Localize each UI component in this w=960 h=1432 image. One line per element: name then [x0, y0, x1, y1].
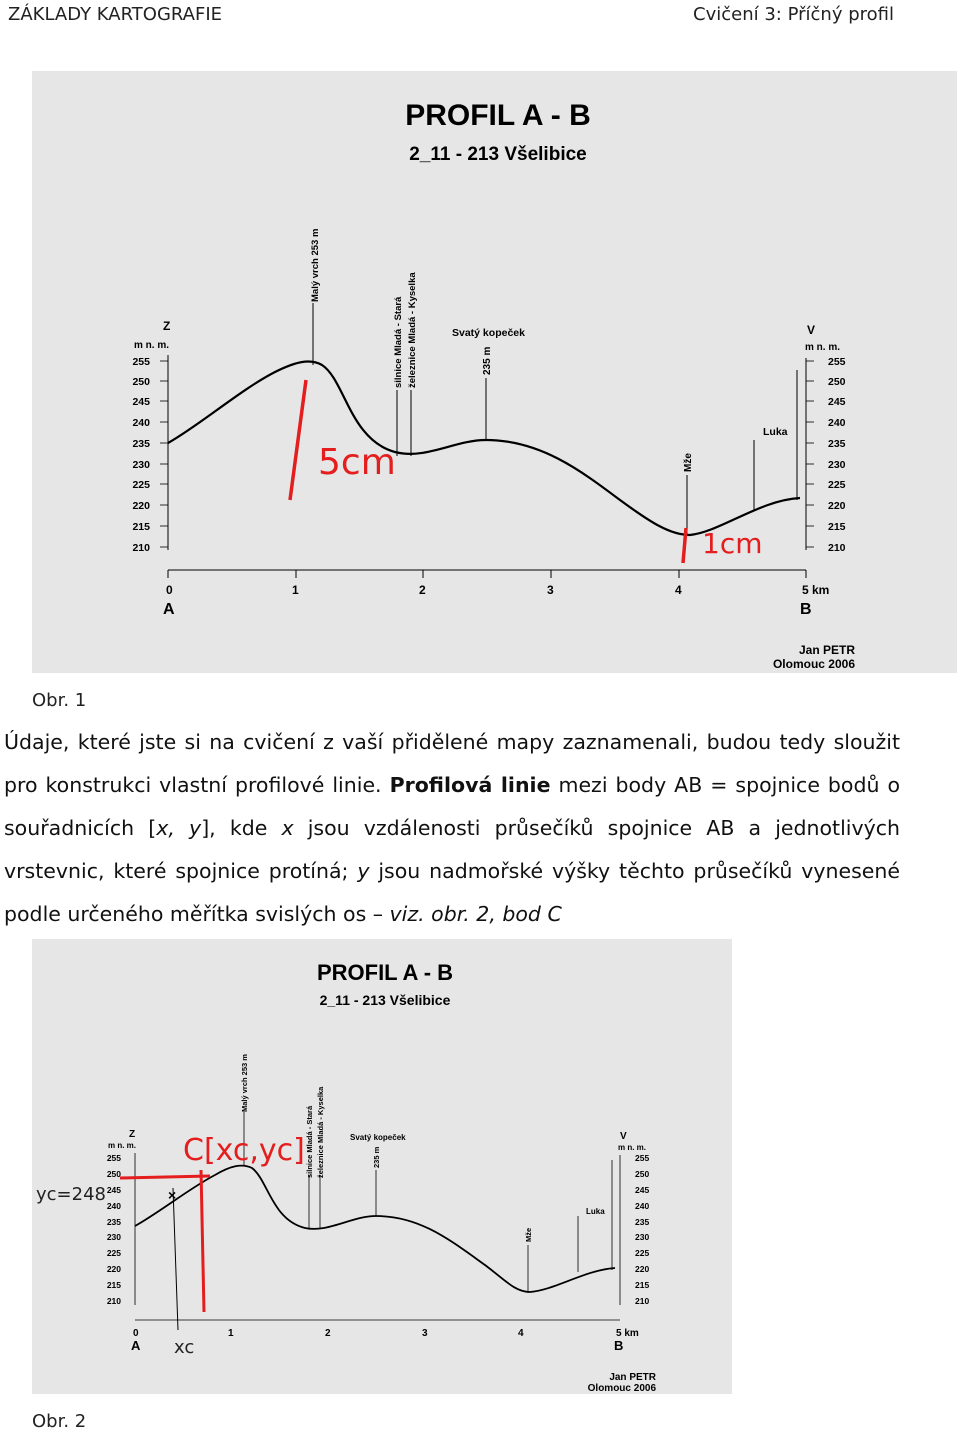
point-b-label: B [800, 601, 812, 618]
svg-text:215: 215 [132, 521, 150, 533]
svg-text:5 km: 5 km [616, 1328, 639, 1339]
svg-text:1: 1 [228, 1328, 234, 1339]
svg-text:215: 215 [106, 1280, 121, 1290]
terrain-profile-line-2 [135, 1166, 615, 1292]
svg-text:Jan PETR: Jan PETR [609, 1372, 656, 1383]
body-paragraph: Údaje, které jste si na cvičení z vaší přidělené mapy zaznamenali, budou tedy sloužit pro konstrukci vlastní profilové linie. Profilová linie mezi body AB = spojnice bodů o souřadnicích [x, y], kde x jsou vzdálenosti průsečíků spojnice AB a jednotlivých vrstevnic, které spojnice protíná; y jsou nadmořské výšky těchto průsečíků vynesené podle určeného měřítka svislých os – viz. obr. 2, bod C [4, 730, 901, 926]
cross-marker: × [168, 1187, 177, 1203]
svg-text:0: 0 [133, 1328, 139, 1339]
svg-text:255: 255 [828, 356, 846, 368]
label-luka: Luka [763, 426, 788, 438]
svg-text:m n. m.: m n. m. [108, 1141, 137, 1150]
svg-text:250: 250 [132, 376, 150, 388]
svg-text:4: 4 [675, 583, 682, 597]
right-side-label: V [807, 323, 816, 337]
svg-text:235: 235 [635, 1217, 650, 1227]
svg-text:220: 220 [635, 1264, 650, 1274]
svg-text:225: 225 [106, 1248, 121, 1258]
svg-text:Svatý kopeček: Svatý kopeček [350, 1133, 406, 1142]
left-elevation-ticks [132, 356, 150, 554]
svg-text:220: 220 [132, 500, 150, 512]
svg-text:245: 245 [635, 1185, 650, 1195]
svg-text:240: 240 [635, 1201, 650, 1211]
svg-text:220: 220 [828, 500, 846, 512]
svg-text:železnice Mladá - Kyselka: železnice Mladá - Kyselka [316, 1086, 325, 1178]
svg-text:3: 3 [422, 1328, 428, 1339]
svg-text:250: 250 [635, 1169, 650, 1179]
svg-text:245: 245 [106, 1185, 121, 1195]
profile-title-2: PROFIL A - B [316, 960, 454, 985]
svg-text:0: 0 [166, 583, 173, 597]
svg-text:2: 2 [419, 583, 426, 597]
header-course: ZÁKLADY KARTOGRAFIE [8, 4, 223, 25]
label-maly-vrch: Malý vrch 253 m [310, 228, 321, 302]
svg-text:240: 240 [132, 417, 150, 429]
svg-text:210: 210 [106, 1296, 121, 1306]
label-mze: Mže [683, 453, 694, 472]
profile-subtitle-2: 2_11 - 213 Všelibice [319, 992, 451, 1008]
annotation-5cm: 5cm [318, 442, 396, 483]
svg-text:B: B [614, 1338, 624, 1353]
svg-text:220: 220 [106, 1264, 121, 1274]
caption-obr-2: Obr. 2 [32, 1411, 87, 1432]
svg-text:3: 3 [547, 583, 554, 597]
svg-text:230: 230 [132, 459, 150, 471]
svg-text:m n. m.: m n. m. [618, 1143, 647, 1152]
svg-text:215: 215 [828, 521, 846, 533]
svg-text:225: 225 [828, 479, 846, 491]
svg-text:240: 240 [828, 417, 846, 429]
svg-text:4: 4 [518, 1328, 524, 1339]
svg-text:230: 230 [828, 459, 846, 471]
left-elevation-ticks-2 [107, 1153, 121, 1306]
svg-text:235: 235 [106, 1217, 121, 1227]
svg-text:Luka: Luka [586, 1207, 605, 1216]
svg-text:230: 230 [106, 1232, 121, 1242]
svg-text:240: 240 [106, 1201, 121, 1211]
left-side-label: Z [163, 319, 171, 333]
profile-figure-2 [32, 939, 732, 1394]
distance-ticks [166, 583, 829, 597]
svg-text:250: 250 [828, 376, 846, 388]
header-exercise: Cvičení 3: Příčný profil [693, 4, 894, 25]
svg-text:Malý vrch 253 m: Malý vrch 253 m [240, 1054, 249, 1112]
svg-text:2: 2 [325, 1328, 331, 1339]
profile-title: PROFIL A - B [405, 99, 591, 132]
svg-text:255: 255 [106, 1153, 121, 1163]
svg-text:245: 245 [132, 396, 150, 408]
svg-text:235 m: 235 m [372, 1146, 381, 1168]
label-svaty-kopecek: Svatý kopeček [452, 327, 525, 339]
left-unit-label: m n. m. [134, 340, 170, 351]
svg-text:255: 255 [635, 1153, 650, 1163]
svg-text:1: 1 [292, 583, 299, 597]
svg-text:210: 210 [635, 1296, 650, 1306]
annotation-yc: yc=248 [36, 1184, 106, 1205]
annotation-1cm: 1cm [702, 527, 763, 560]
label-zeleznice: železnice Mladá - Kyselka [407, 272, 418, 388]
svg-text:225: 225 [132, 479, 150, 491]
svg-text:5 km: 5 km [802, 583, 830, 597]
svg-text:235: 235 [828, 438, 846, 450]
svg-text:250: 250 [106, 1169, 121, 1179]
annotation-point-c: C[xc,yc] [183, 1133, 305, 1168]
right-elevation-ticks [828, 356, 846, 554]
annotation-xc: xc [174, 1337, 195, 1358]
right-unit-label: m n. m. [805, 342, 841, 353]
author-place-year: Olomouc 2006 [772, 657, 855, 671]
svg-text:A: A [131, 1338, 141, 1353]
svg-text:210: 210 [828, 542, 846, 554]
svg-text:210: 210 [132, 542, 150, 554]
right-elevation-ticks-2 [635, 1153, 649, 1306]
svg-text:Olomouc 2006: Olomouc 2006 [587, 1383, 656, 1394]
distance-ticks-2 [133, 1328, 639, 1339]
terrain-profile-line [168, 361, 800, 535]
author-name: Jan PETR [798, 643, 855, 657]
point-a-label: A [163, 601, 175, 618]
caption-obr-1: Obr. 1 [32, 690, 87, 711]
svg-text:235: 235 [132, 438, 150, 450]
svg-text:230: 230 [635, 1232, 650, 1242]
svg-text:Mže: Mže [524, 1227, 533, 1242]
profile-subtitle: 2_11 - 213 Všelibice [409, 144, 587, 165]
svg-text:V: V [620, 1131, 627, 1142]
svg-text:Z: Z [129, 1129, 136, 1140]
profile-figure-1 [32, 71, 957, 673]
label-svaty-kopecek-height: 235 m [482, 346, 493, 375]
label-silnice: silnice Mladá - Stará [393, 296, 404, 388]
svg-text:215: 215 [635, 1280, 650, 1290]
svg-text:245: 245 [828, 396, 846, 408]
svg-text:225: 225 [635, 1248, 650, 1258]
svg-text:silnice Mladá - Stará: silnice Mladá - Stará [305, 1105, 314, 1178]
svg-text:255: 255 [132, 356, 150, 368]
